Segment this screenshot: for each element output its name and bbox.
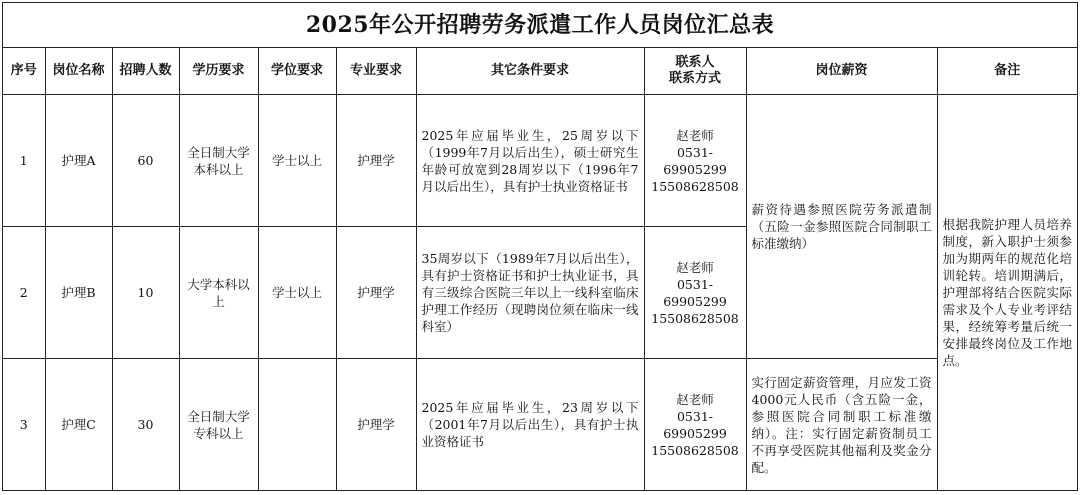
cell-count: 30: [112, 359, 179, 491]
cell-edu: 全日制大学专科以上: [179, 359, 258, 491]
table-row: [3, 95, 1077, 227]
positions-table: [3, 48, 1077, 491]
cell-post: 护理A: [45, 95, 112, 227]
cell-count: 10: [112, 227, 179, 359]
cell-degree: [258, 359, 336, 491]
cell-other: 2025年应届毕业生，23周岁以下（2001年7月以后出生），具有护士执业资格证书: [416, 359, 644, 491]
cell-major: 护理学: [336, 227, 416, 359]
header-contact: 联系人 联系方式: [644, 48, 746, 95]
cell-edu: 全日制大学本科以上: [179, 95, 258, 227]
cell-degree: 学士以上: [258, 227, 336, 359]
cell-degree: 学士以上: [258, 95, 336, 227]
cell-contact: 赵老师 0531-69905299 15508628508: [644, 359, 746, 491]
cell-remark: 根据我院护理人员培养制度，新入职护士须参加为期两年的规范化培训轮转。培训期满后，护理部将结合医院实际需求及个人专业考评结果，经统筹考量后统一安排最终岗位及工作地点。: [937, 95, 1077, 491]
cell-salary-ab: 薪资待遇参照医院劳务派遣制（五险一金参照医院合同制职工标准缴纳）: [746, 95, 937, 359]
header-edu: 学历要求: [179, 48, 258, 95]
header-other: 其它条件要求: [416, 48, 644, 95]
header-remark: 备注: [937, 48, 1077, 95]
cell-post: 护理C: [45, 359, 112, 491]
cell-other: 2025年应届毕业生，25周岁以下（1999年7月以后出生），硕士研究生年龄可放宽到28周岁以下（1996年7月以后出生），具有护士执业资格证书: [416, 95, 644, 227]
page-title: 2025年公开招聘劳务派遣工作人员岗位汇总表: [3, 3, 1077, 48]
cell-edu: 大学本科以上: [179, 227, 258, 359]
header-degree: 学位要求: [258, 48, 336, 95]
cell-salary-c: 实行固定薪资管理，月应发工资4000元人民币（含五险一金，参照医院合同制职工标准缴纳）。注：实行固定薪资制员工不再享受医院其他福利及奖金分配。: [746, 359, 937, 491]
cell-other: 35周岁以下（1989年7月以后出生），具有护士资格证书和护士执业证书，具有三级综合医院三年以上一线科室临床护理工作经历（现聘岗位须在临床一线科室）: [416, 227, 644, 359]
cell-contact: 赵老师 0531-69905299 15508628508: [644, 227, 746, 359]
header-salary: 岗位薪资: [746, 48, 937, 95]
cell-major: 护理学: [336, 359, 416, 491]
cell-seq: 2: [3, 227, 45, 359]
summary-table-document: [2, 2, 1078, 491]
header-row: [3, 48, 1077, 95]
table-row: [3, 359, 1077, 491]
cell-contact: 赵老师 0531-69905299 15508628508: [644, 95, 746, 227]
cell-seq: 1: [3, 95, 45, 227]
cell-major: 护理学: [336, 95, 416, 227]
cell-count: 60: [112, 95, 179, 227]
header-major: 专业要求: [336, 48, 416, 95]
header-seq: 序号: [3, 48, 45, 95]
cell-seq: 3: [3, 359, 45, 491]
header-count: 招聘人数: [112, 48, 179, 95]
header-post: 岗位名称: [45, 48, 112, 95]
cell-post: 护理B: [45, 227, 112, 359]
